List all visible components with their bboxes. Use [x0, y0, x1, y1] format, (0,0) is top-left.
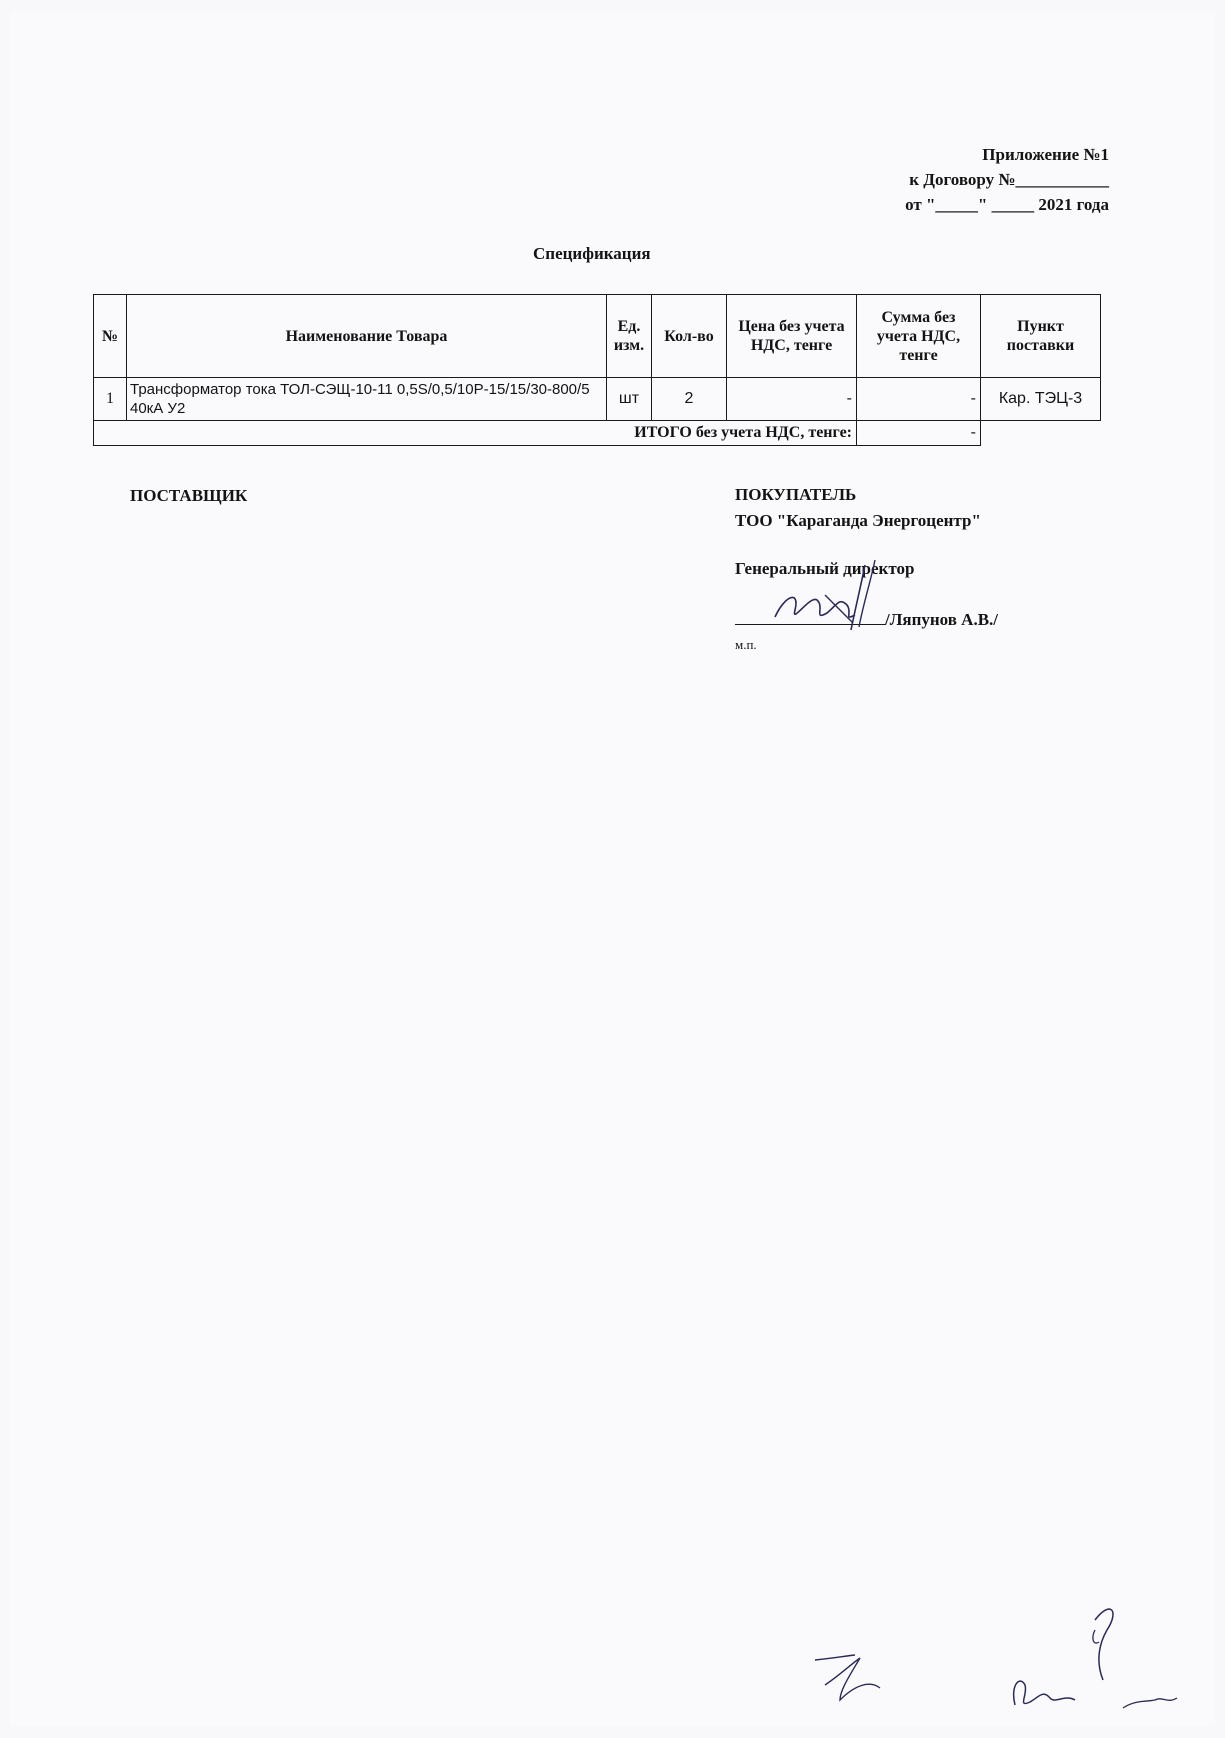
table-header-row: [94, 295, 1101, 378]
annex-header: [905, 142, 1109, 217]
header-sum: Сумма без учета НДС, тенге: [857, 295, 981, 378]
header-name: Наименование Товара: [127, 295, 607, 378]
header-price: Цена без учета НДС, тенге: [727, 295, 857, 378]
cell-name: Трансформатор тока ТОЛ-СЭЩ-10-11 0,5S/0,5/10Р-15/15/30-800/5 40кА У2: [127, 378, 607, 421]
buyer-position: Генеральный директор: [735, 559, 915, 578]
total-label: ИТОГО без учета НДС, тенге:: [94, 421, 857, 446]
initials-mark-2: [995, 1590, 1205, 1720]
cell-sum: -: [857, 378, 981, 421]
cell-qty: 2: [652, 378, 727, 421]
header-qty: Кол-во: [652, 295, 727, 378]
cell-unit: шт: [607, 378, 652, 421]
supplier-label: ПОСТАВЩИК: [130, 486, 248, 505]
total-value: -: [857, 421, 981, 446]
specification-table: [93, 294, 1101, 446]
document-title: Спецификация: [533, 244, 651, 263]
annex-contract-ref: к Договору №___________: [909, 170, 1109, 189]
document-page: [10, 12, 1215, 1726]
cell-num: 1: [94, 378, 127, 421]
stamp-label: м.п.: [735, 637, 757, 652]
table-row: [94, 378, 1101, 421]
cell-price: -: [727, 378, 857, 421]
header-num: №: [94, 295, 127, 378]
header-delivery: Пункт поставки: [981, 295, 1101, 378]
cell-delivery: Кар. ТЭЦ-3: [981, 378, 1101, 421]
buyer-label: ПОКУПАТЕЛЬ: [735, 485, 857, 504]
buyer-company: ТОО "Караганда Энергоцентр": [735, 511, 981, 530]
initials-mark-1: [810, 1640, 900, 1710]
director-signature: [755, 555, 895, 635]
signatory-name: /Ляпунов А.В./: [885, 610, 999, 629]
total-blank-cell: [981, 421, 1101, 446]
annex-date: от "_____" _____ 2021 года: [905, 195, 1109, 214]
total-row: [94, 421, 1101, 446]
annex-number: Приложение №1: [982, 145, 1109, 164]
header-unit: Ед. изм.: [607, 295, 652, 378]
